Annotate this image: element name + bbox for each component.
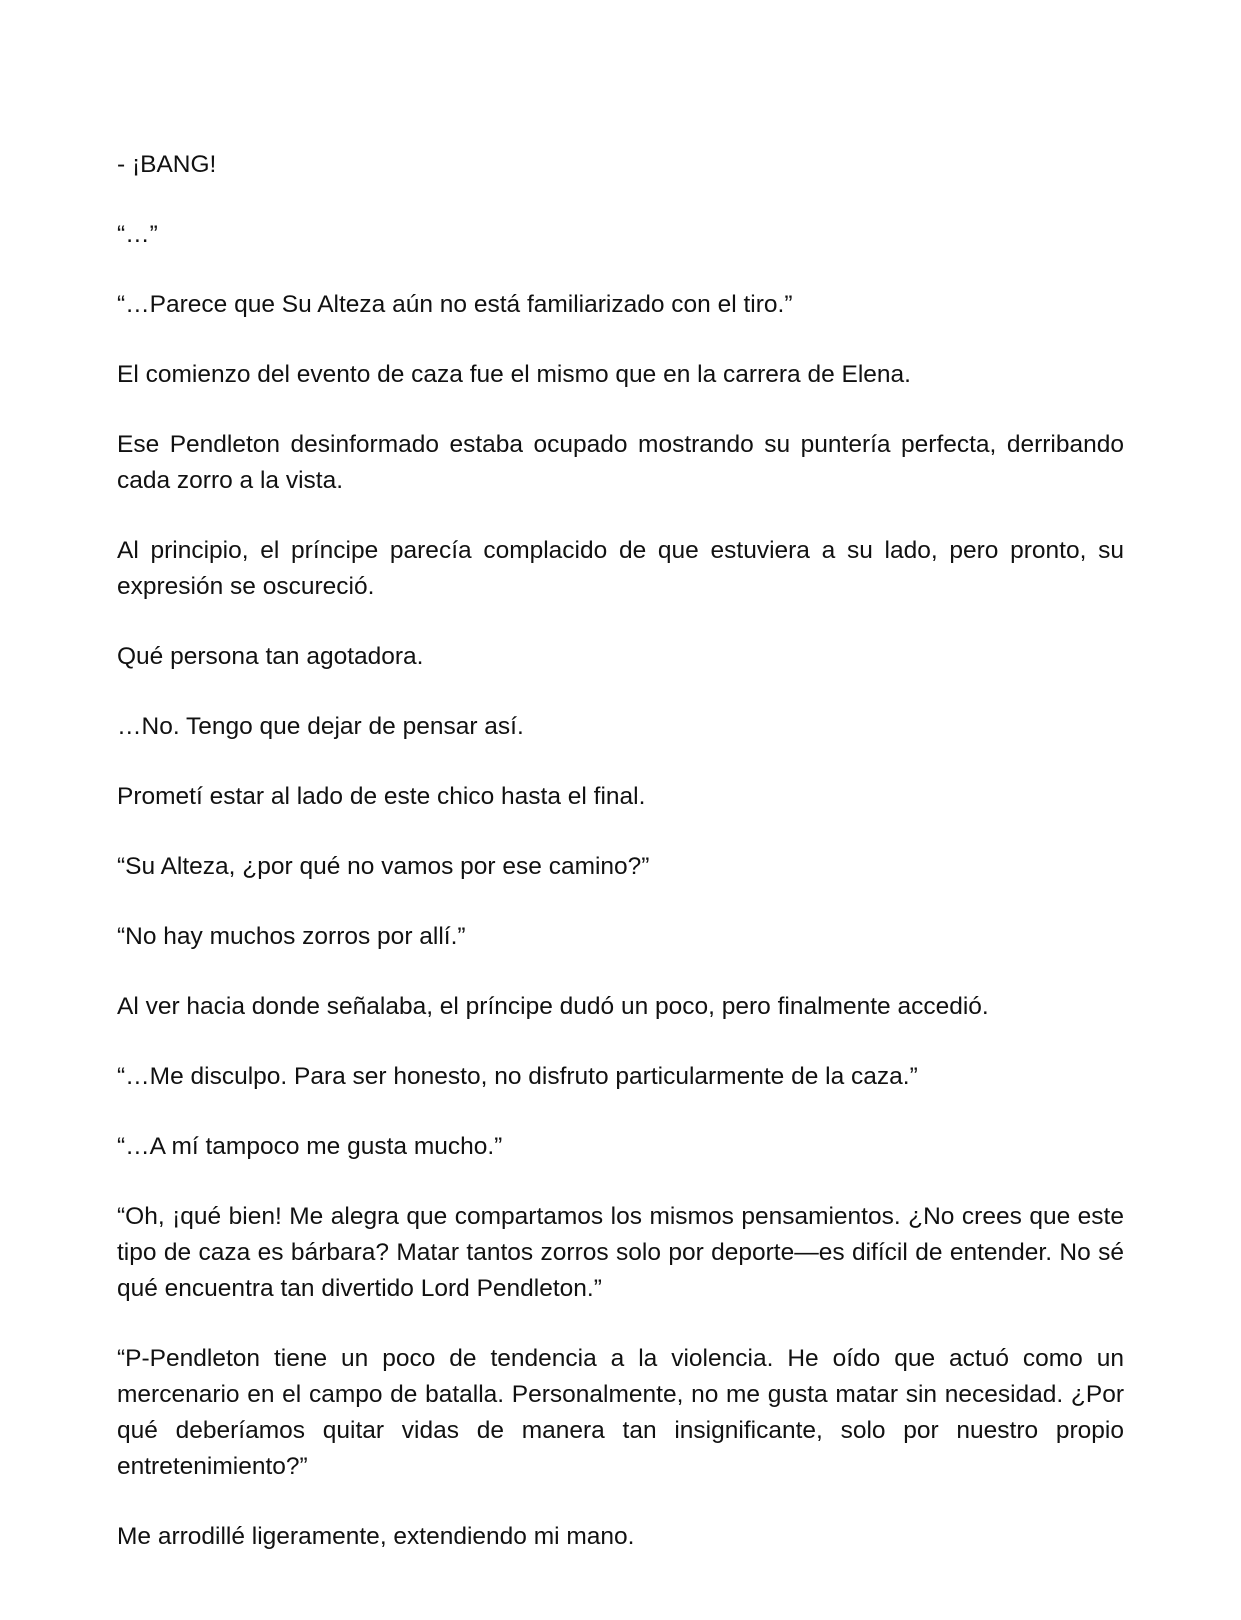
paragraph-dialogue-apology: “…Me disculpo. Para ser honesto, no disfruto particularmente de la caza.” [117, 1063, 918, 1090]
paragraph-bang: - ¡BANG! [117, 151, 217, 178]
paragraph-dialogue-violence: “P-Pendleton tiene un poco de tendencia a la violencia. He oído que actuó como un mercenario en el campo de batalla. Personalmente, no me gusta matar sin necesidad. ¿Por qué deberíamos quitar vidas de manera tan insignificante, solo por nuestro propio entretenimiento?” [117, 1345, 1124, 1480]
document-page [117, 147, 1124, 1555]
paragraph-prince-agrees: Al ver hacia donde señalaba, el príncipe dudó un poco, pero finalmente accedió. [117, 993, 989, 1020]
paragraph-dialogue-foxes: “No hay muchos zorros por allí.” [117, 923, 466, 950]
paragraph-promise: Prometí estar al lado de este chico hasta el final. [117, 783, 646, 810]
paragraph-dialogue-me-neither: “…A mí tampoco me gusta mucho.” [117, 1133, 503, 1160]
paragraph-kneel: Me arrodillé ligeramente, extendiendo mi mano. [117, 1523, 635, 1550]
paragraph-stop-thinking: …No. Tengo que dejar de pensar así. [117, 713, 524, 740]
paragraph-prince-expression: Al principio, el príncipe parecía complacido de que estuviera a su lado, pero pronto, su expresión se oscureció. [117, 537, 1124, 600]
paragraph-dialogue-barbaric: “Oh, ¡qué bien! Me alegra que compartamos los mismos pensamientos. ¿No crees que este tipo de caza es bárbara? Matar tantos zorros solo por deporte—es difícil de entender. No sé qué encuentra tan divertido Lord Pendleton.” [117, 1203, 1124, 1302]
paragraph-ellipsis-dialogue: “…” [117, 221, 158, 248]
paragraph-hunting-start: El comienzo del evento de caza fue el mismo que en la carrera de Elena. [117, 361, 911, 388]
paragraph-dialogue-shooting: “…Parece que Su Alteza aún no está familiarizado con el tiro.” [117, 291, 793, 318]
paragraph-exhausting-person: Qué persona tan agotadora. [117, 643, 424, 670]
paragraph-dialogue-path: “Su Alteza, ¿por qué no vamos por ese camino?” [117, 853, 650, 880]
paragraph-pendleton-aim: Ese Pendleton desinformado estaba ocupado mostrando su puntería perfecta, derribando cada zorro a la vista. [117, 431, 1124, 494]
